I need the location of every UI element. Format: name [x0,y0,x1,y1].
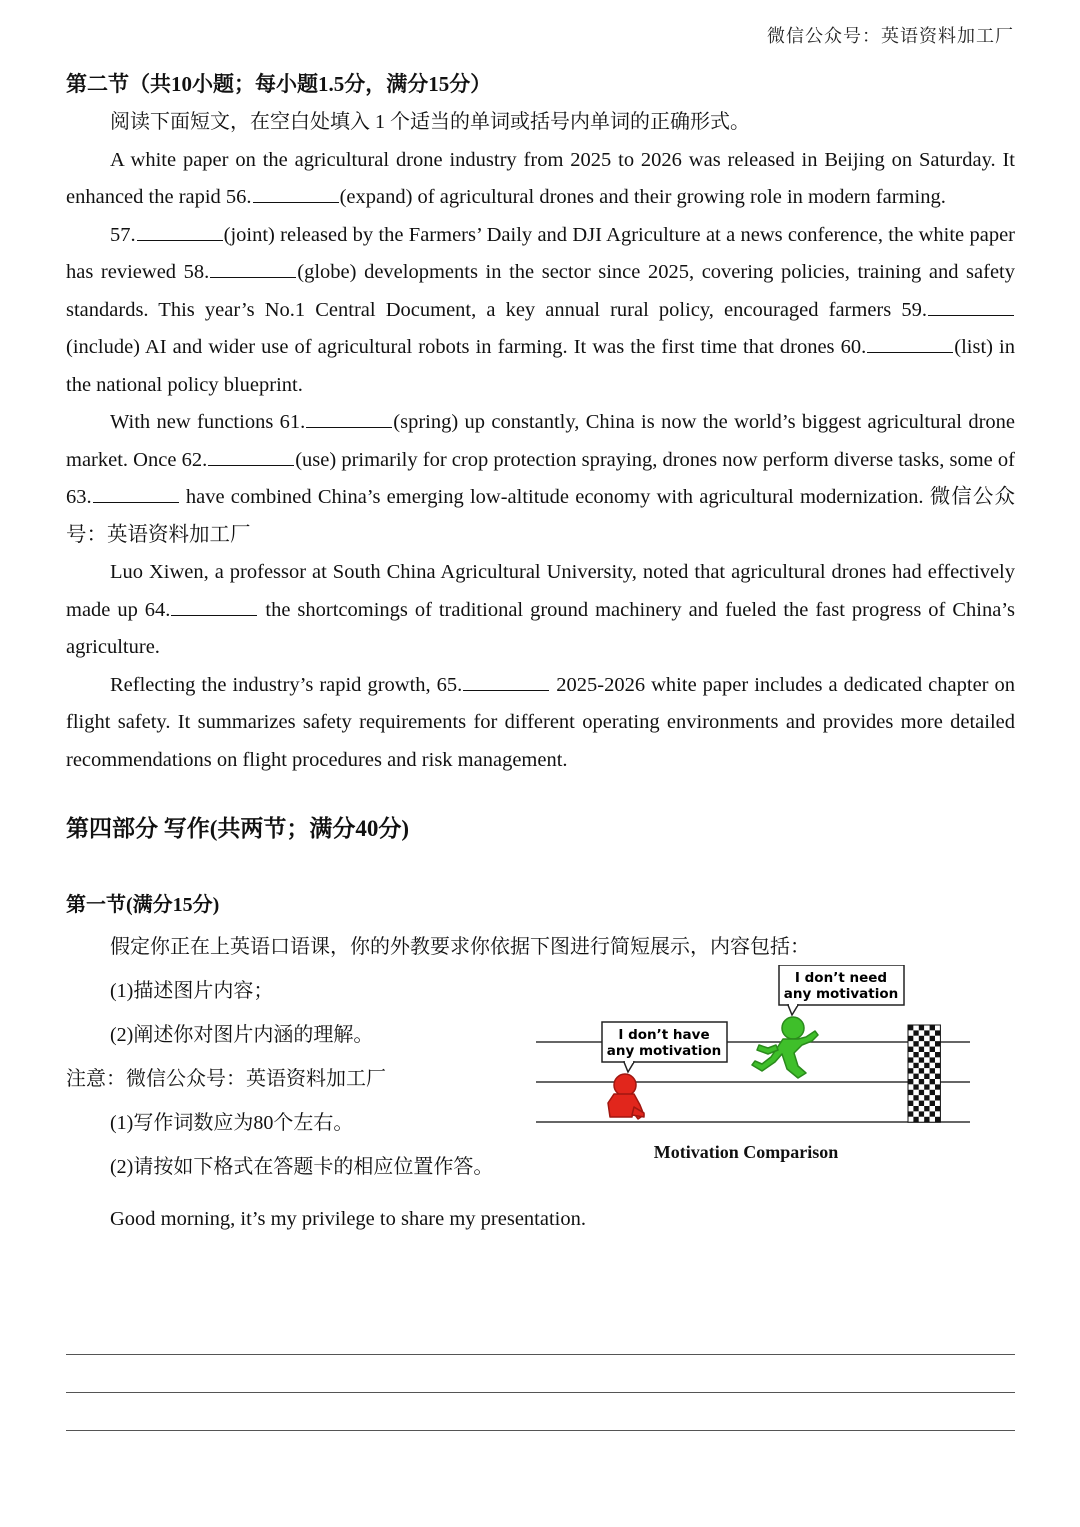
passage-paragraph [66,217,1015,405]
passage-text: With new functions 61. [110,411,306,433]
passage-text: (list) in the national policy blueprint. [66,336,1015,396]
running-figure-icon [752,1017,818,1078]
passage-text: 2025-2026 white paper includes a dedicated chapter on flight safety. It summarizes safety requirements for different operating environments and provides more detailed recommendations on flight procedures and risk management. [66,673,1015,771]
figure-caption: Motivation Comparison [653,1142,839,1162]
speech-bubble-mid [602,1022,727,1072]
passage-paragraph [66,142,1015,217]
bubble-top-line2: any motivation [783,986,899,1002]
race-illustration [536,965,972,1165]
finish-line-icon [908,1025,940,1122]
passage-text: (globe) developments in the sector since 2025, covering policies, training and safety standards. This year’s No.1 Central Document, a key annual rural policy, encouraged farmers 59. [66,261,1015,321]
sitting-figure-icon [608,1074,644,1119]
header-watermark: 微信公众号：英语资料加工厂 [767,26,1014,47]
passage-text: 57. [110,223,136,246]
speech-bubble-top [779,965,904,1015]
answer-blank[interactable] [928,314,1014,316]
answer-blank[interactable] [93,501,179,503]
answer-blank[interactable] [137,239,223,241]
answer-blank[interactable] [306,426,392,428]
motivation-figure [536,965,972,1185]
passage-text: Reflecting the industry’s rapid growth, 65. [110,673,463,696]
answer-blank[interactable] [253,201,339,203]
note-heading: 注意：微信公众号：英语资料加工厂 [66,1068,386,1090]
passage-text: Luo Xiwen, a professor at South China Agricultural University, noted that agricultural drones had effectively made up 64. [66,561,1015,621]
presentation-greeting: Good morning, it’s my privilege to share my presentation. [110,1208,586,1230]
requirement-2: (2)阐述你对图片内涵的理解。 [110,1024,374,1046]
bubble-mid-line2: any motivation [606,1043,722,1059]
passage-text: the shortcomings of traditional ground machinery and fueled the fast progress of China’s agriculture. [66,598,1015,658]
answer-blank[interactable] [208,464,294,466]
writing-section1-title: 第一节(满分15分) [66,894,220,916]
answer-blank[interactable] [463,689,549,691]
answer-blank[interactable] [171,614,257,616]
exam-page [66,58,1015,1239]
requirement-1: (1)描述图片内容； [110,980,274,1002]
passage-paragraph [66,404,1015,554]
answer-blank[interactable] [867,351,953,353]
note-1: (1)写作词数应为80个左右。 [110,1112,354,1134]
cloze-passage [66,142,1015,780]
passage-text: (spring) up constantly, China is now the world’s biggest agricultural drone market. Once 62. [66,411,1015,471]
passage-text: have combined China’s emerging low-altitude economy with agricultural modernization. 微信公众号：英语资料加工厂 [66,486,1015,546]
writing-task [66,925,1015,1178]
passage-text: (expand) of agricultural drones and their growing role in modern farming. [339,186,946,208]
bubble-top-line1: I don’t need [794,970,888,986]
passage-text: (use) primarily for crop protection spraying, drones now perform diverse tasks, some of 63. [66,448,1015,508]
bubble-mid-line1: I don’t have [618,1027,710,1043]
passage-paragraph [66,554,1015,667]
passage-text: (include) AI and wider use of agricultural robots in farming. It was the first time that drones 60. [66,336,867,358]
passage-text: (joint) released by the Farmers’ Daily and DJI Agriculture at a news conference, the white paper has reviewed 58. [66,223,1015,283]
note-2: (2)请按如下格式在答题卡的相应位置作答。 [110,1156,494,1178]
passage-text: A white paper on the agricultural drone industry from 2025 to 2026 was released in Beijing on Saturday. It enhanced the rapid 56. [66,148,1015,208]
answer-line [66,1354,1015,1355]
answer-line [66,1392,1015,1393]
writing-prompt: 假定你正在上英语口语课，你的外教要求你依据下图进行简短展示，内容包括： [110,936,810,958]
passage-paragraph [66,667,1015,780]
part4-title: 第四部分 写作(共两节；满分40分) [66,816,410,841]
section2-instruction: 阅读下面短文，在空白处填入 1 个适当的单词或括号内单词的正确形式。 [110,111,750,133]
answer-blank[interactable] [210,276,296,278]
answer-line [66,1430,1015,1431]
section2-title: 第二节（共10小题；每小题1.5分，满分15分） [66,72,492,96]
